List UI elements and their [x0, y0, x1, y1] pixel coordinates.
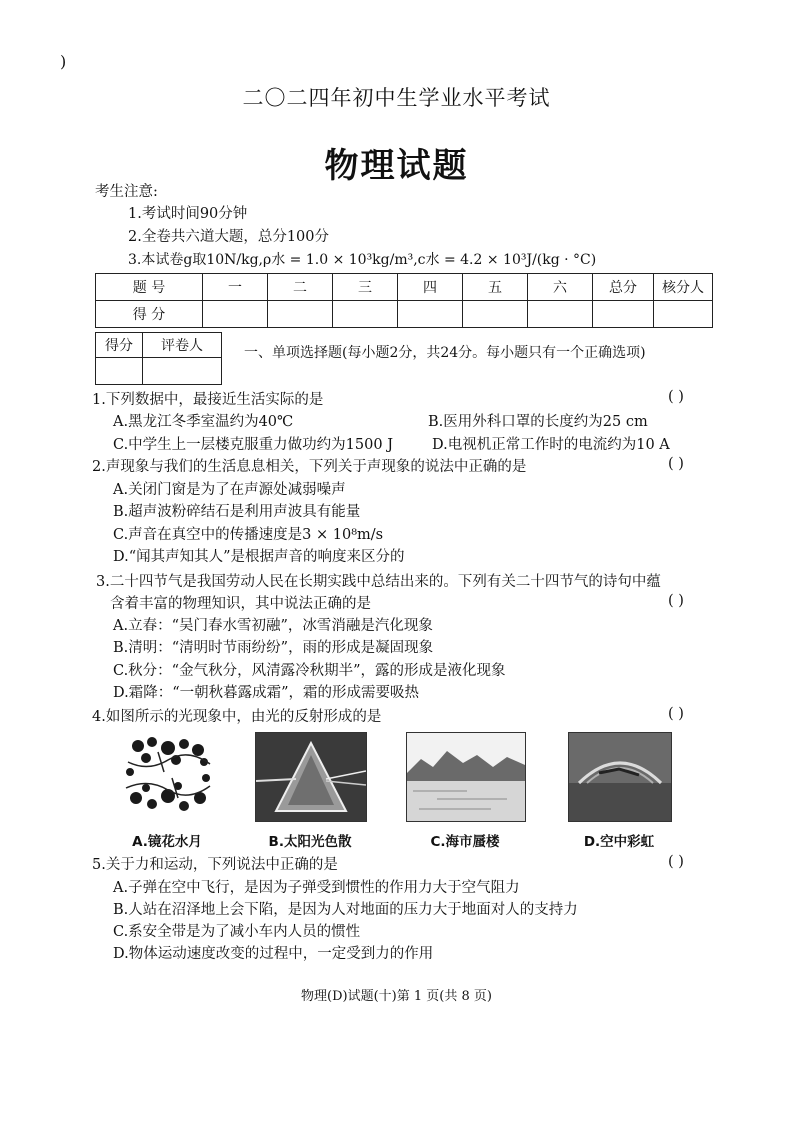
page-title: 物理试题 [324, 146, 469, 186]
answer-paren[interactable]: ( ) [668, 593, 684, 609]
image-mirror-flowers [118, 732, 216, 820]
image-rainbow [568, 732, 672, 822]
score-cell: 二 [268, 274, 333, 301]
score-input-cell[interactable] [528, 301, 593, 328]
answer-paren[interactable]: ( ) [668, 389, 684, 405]
notice-item: 3.本试卷g取10N/kg,ρ水 = 1.0 × 10³kg/m³,c水 = 4.2 × 10³J/(kg · °C) [128, 252, 597, 268]
section-heading: 一、单项选择题(每小题2分，共24分。每小题只有一个正确选项) [244, 345, 646, 361]
question-stem-continued: 含着丰富的物理知识，其中说法正确的是 [110, 596, 371, 612]
score-cell: 核分人 [654, 274, 713, 301]
notice-heading: 考生注意: [95, 184, 158, 200]
score-cell: 三 [333, 274, 398, 301]
score-input-cell[interactable] [333, 301, 398, 328]
option: B.人站在沼泽地上会下陷，是因为人对地面的压力大于地面对人的支持力 [113, 902, 578, 918]
option: D.物体运动速度改变的过程中，一定受到力的作用 [113, 946, 434, 962]
score-input-cell[interactable] [268, 301, 333, 328]
option: A.黑龙江冬季室温约为40℃ [113, 414, 294, 430]
exam-subtitle: 二〇二四年初中生学业水平考试 [242, 86, 551, 110]
image-caption: D.空中彩虹 [583, 834, 655, 850]
option: B.超声波粉碎结石是利用声波具有能量 [113, 504, 361, 520]
notice-item: 2.全卷共六道大题，总分100分 [128, 229, 330, 245]
option: C.系安全带是为了减小车内人员的惯性 [113, 924, 361, 940]
option: C.秋分：“金气秋分，风清露冷秋期半”，露的形成是液化现象 [113, 663, 506, 679]
question-stem: 3.二十四节气是我国劳动人民在长期实践中总结出来的。下列有关二十四节气的诗句中蕴 [96, 574, 661, 590]
score-input-cell[interactable] [203, 301, 268, 328]
option: B.医用外科口罩的长度约为25 cm [428, 414, 648, 430]
option: A.关闭门窗是为了在声源处减弱噪声 [113, 482, 346, 498]
option: C.中学生上一层楼克服重力做功约为1500 J [113, 437, 394, 453]
question-stem: 4.如图所示的光现象中，由光的反射形成的是 [92, 709, 382, 725]
image-caption: B.太阳光色散 [268, 834, 352, 850]
page-footer: 物理(D)试题(十)第 1 页(共 8 页) [301, 989, 492, 1004]
option: D.“闻其声知其人”是根据声音的响度来区分的 [113, 549, 405, 565]
score-input-cell[interactable] [463, 301, 528, 328]
option: A.立春：“吴门春水雪初融”，冰雪消融是汽化现象 [113, 618, 433, 634]
question-stem: 2.声现象与我们的生活息息相关，下列关于声现象的说法中正确的是 [92, 459, 527, 475]
score-cell: 五 [463, 274, 528, 301]
score-cell: 题 号 [96, 274, 203, 301]
option: D.霜降：“一朝秋暮露成霜”，霜的形成需要吸热 [113, 685, 420, 701]
score-input-cell[interactable] [654, 301, 713, 328]
corner-mark: ) [60, 52, 67, 71]
notice-item: 1.考试时间90分钟 [128, 206, 248, 222]
answer-paren[interactable]: ( ) [668, 706, 684, 722]
question-stem: 1.下列数据中，最接近生活实际的是 [92, 392, 324, 408]
score-cell: 一 [203, 274, 268, 301]
score-cell: 六 [528, 274, 593, 301]
image-prism-dispersion [255, 732, 367, 822]
option: B.清明：“清明时节雨纷纷”，雨的形成是凝固现象 [113, 640, 434, 656]
score-cell: 总分 [593, 274, 654, 301]
score-input-cell[interactable] [593, 301, 654, 328]
grader-input-cell[interactable] [143, 358, 222, 385]
grader-cell: 评卷人 [143, 333, 222, 358]
option: A.子弹在空中飞行，是因为子弹受到惯性的作用力大于空气阻力 [113, 880, 520, 896]
answer-paren[interactable]: ( ) [668, 456, 684, 472]
grader-table [95, 332, 222, 385]
score-input-cell[interactable] [398, 301, 463, 328]
image-mirage [406, 732, 526, 822]
grader-input-cell[interactable] [96, 358, 143, 385]
question-stem: 5.关于力和运动，下列说法中正确的是 [92, 857, 338, 873]
score-table [95, 273, 713, 328]
option: C.声音在真空中的传播速度是3 × 10⁸m/s [113, 527, 384, 543]
image-caption: C.海市蜃楼 [430, 834, 500, 850]
score-cell: 得 分 [96, 301, 203, 328]
option: D.电视机正常工作时的电流约为10 A [432, 437, 670, 453]
grader-cell: 得分 [96, 333, 143, 358]
image-caption: A.镜花水月 [132, 834, 202, 850]
answer-paren[interactable]: ( ) [668, 854, 684, 870]
score-cell: 四 [398, 274, 463, 301]
